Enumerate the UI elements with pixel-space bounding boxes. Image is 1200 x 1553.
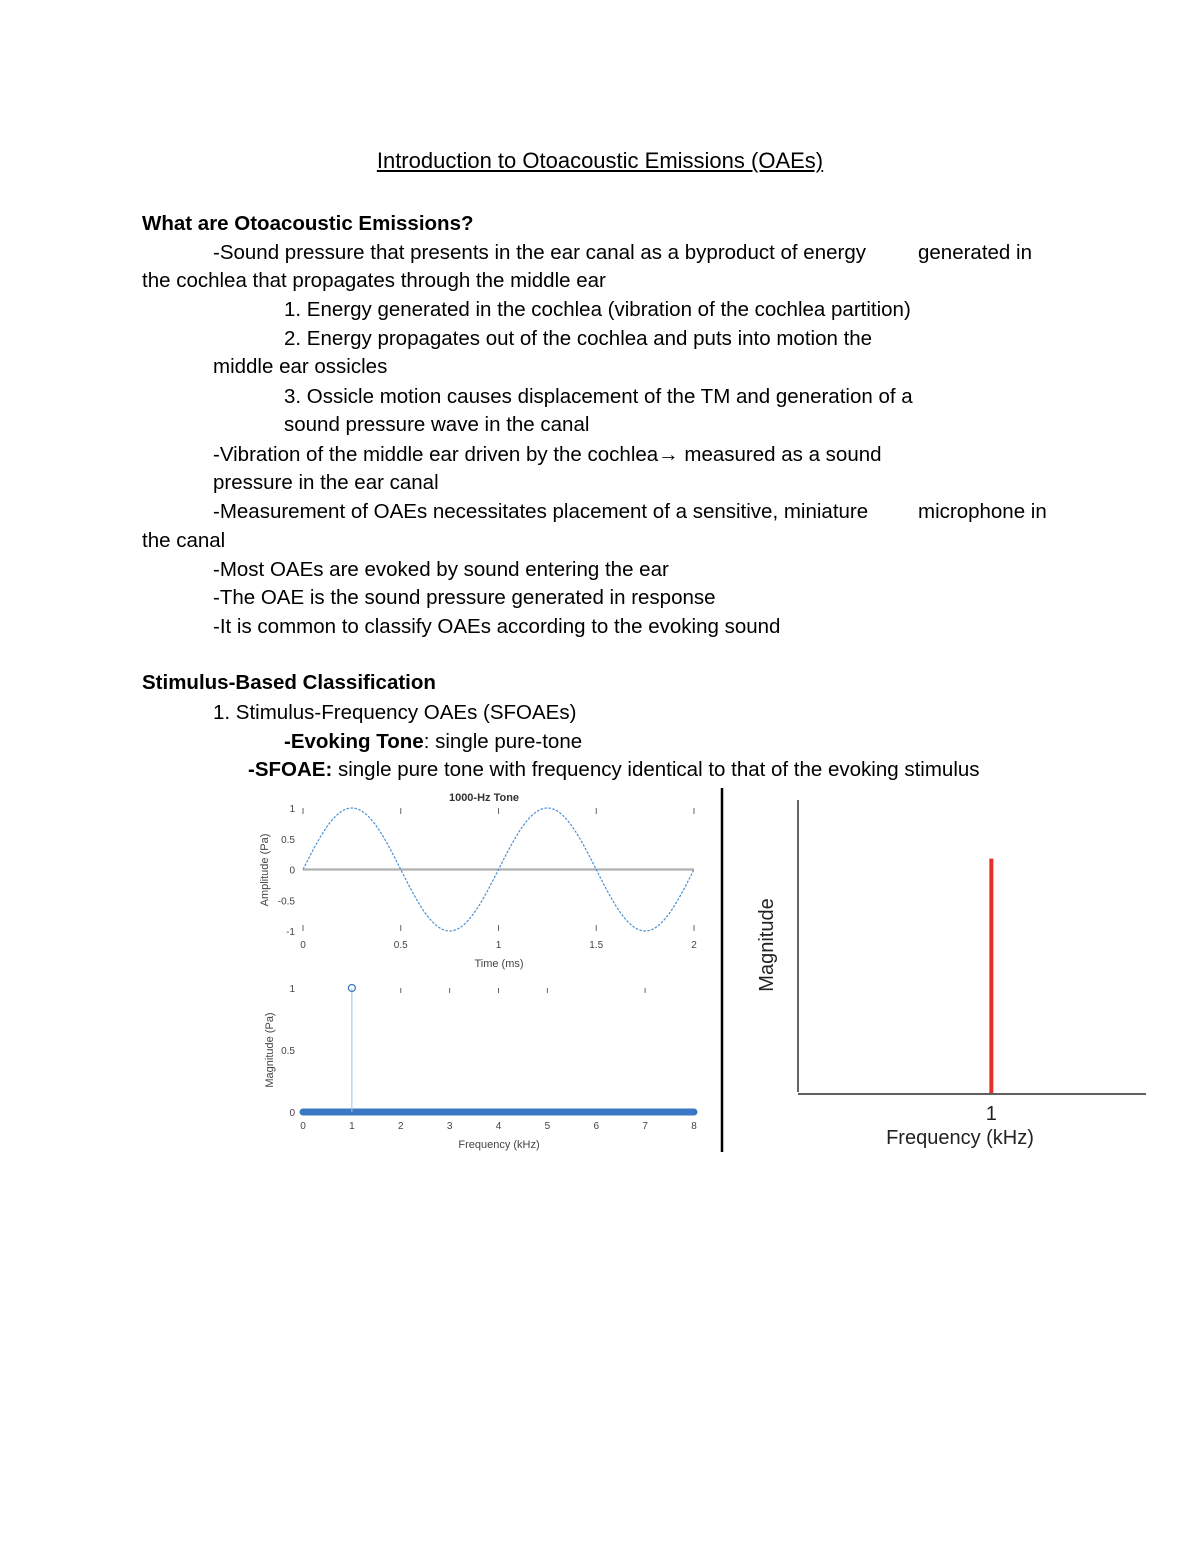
y-tick-label: 0.5 (281, 1046, 295, 1057)
measurement-line: -Measurement of OAEs necessitates placement of a sensitive, miniature (213, 500, 869, 523)
classify-line: -It is common to classify OAEs according to the evoking sound (213, 615, 781, 638)
step-2: 2. Energy propagates out of the cochlea and puts into motion the (284, 327, 873, 350)
x-tick-label: 4 (495, 1121, 502, 1132)
x-tick-label: 2 (691, 940, 697, 951)
measurement-line-end: microphone in (918, 500, 1047, 523)
right-arrow-icon: → (658, 443, 679, 466)
x-tick-label: 1 (985, 1103, 997, 1125)
section-heading-stimulus-classification: Stimulus-Based Classification (142, 671, 436, 694)
x-tick-label: 5 (544, 1121, 551, 1132)
intro-line: -Sound pressure that presents in the ear canal as a byproduct of energy (213, 241, 866, 264)
x-tick-label: 8 (691, 1121, 697, 1132)
chart-title: 1000-Hz Tone (448, 792, 520, 804)
y-tick-label: 1 (289, 804, 295, 815)
section-heading-what-are-oaes: What are Otoacoustic Emissions? (142, 212, 474, 235)
step-2-cont: middle ear ossicles (213, 355, 388, 378)
intro-line-end: generated in (918, 241, 1032, 264)
tone-waveform-chart (259, 792, 697, 970)
y-tick-label: 0.5 (281, 834, 295, 846)
y-tick-label: 0 (289, 865, 295, 877)
y-axis-label: Amplitude (Pa) (259, 833, 271, 907)
x-tick-label: 0 (300, 1121, 306, 1132)
y-tick-label: 1 (289, 984, 295, 995)
vibration-line-cont: pressure in the ear canal (213, 471, 439, 494)
x-tick-label: 1 (495, 940, 502, 951)
x-axis-label: Time (ms) (474, 958, 524, 970)
x-tick-label: 6 (593, 1121, 600, 1132)
x-axis-label: Frequency (kHz) (886, 1127, 1034, 1149)
step-1: 1. Energy generated in the cochlea (vibration of the cochlea partition) (284, 298, 911, 321)
x-tick-label: 3 (446, 1121, 453, 1132)
x-axis-label: Frequency (kHz) (458, 1139, 540, 1151)
most-oaes-line: -Most OAEs are evoked by sound entering the ear (213, 558, 669, 581)
emission-bar (989, 859, 993, 1093)
evoking-tone-line: -Evoking Tone: single pure-tone (284, 730, 583, 753)
tone-spectrum-chart (264, 984, 697, 1151)
y-axis-label: Magnitude (756, 898, 778, 992)
page-title: Introduction to Otoacoustic Emissions (OAEs) (376, 148, 824, 173)
step-3: 3. Ossicle motion causes displacement of the TM and generation of a (284, 385, 913, 408)
x-tick-label: 1.5 (589, 940, 604, 951)
step-3-cont: sound pressure wave in the canal (284, 413, 590, 436)
sfoae-schematic-chart (756, 800, 1146, 1149)
y-tick-label: -1 (286, 927, 295, 938)
x-tick-label: 0.5 (393, 940, 408, 951)
oae-response-line: -The OAE is the sound pressure generated in response (213, 586, 716, 609)
y-tick-label: 0 (289, 1108, 295, 1119)
y-tick-label: -0.5 (277, 896, 295, 908)
measurement-line-cont: the canal (142, 529, 226, 552)
x-tick-label: 2 (397, 1121, 404, 1132)
sfoae-definition-line: -SFOAE: single pure tone with frequency identical to that of the evoking stimulus (248, 758, 980, 781)
sfoae-list-item: 1. Stimulus-Frequency OAEs (SFOAEs) (213, 701, 577, 724)
x-tick-label: 0 (300, 940, 306, 951)
vibration-line: -Vibration of the middle ear driven by the cochlea→ measured as a sound (213, 443, 882, 466)
intro-line-cont: the cochlea that propagates through the middle ear (142, 269, 606, 292)
y-axis-label: Magnitude (Pa) (264, 1012, 276, 1088)
x-tick-label: 7 (642, 1121, 648, 1132)
x-tick-label: 1 (349, 1121, 355, 1132)
